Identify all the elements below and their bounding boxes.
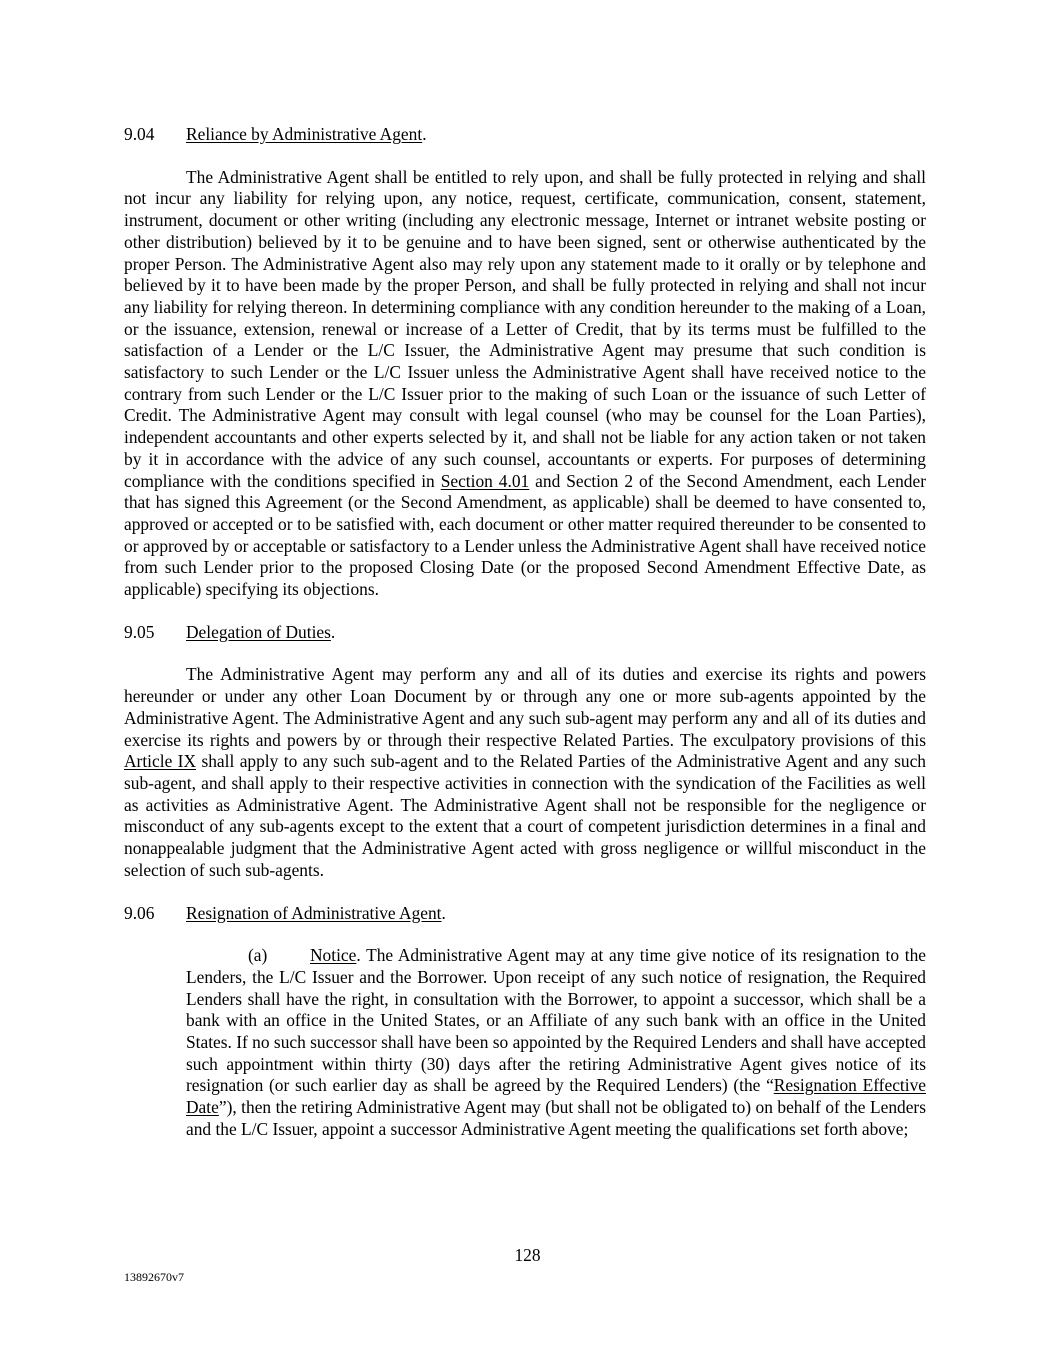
- section-paragraph-9-05: The Administrative Agent may perform any and all of its duties and exercise its rights and powers hereunder or under any other Loan Document by or through any one or more sub-agents appointed by the Administrative Agent. The Administrative Agent and any such sub-agent may perform any and all of its duties and exercise its rights and powers by or through their respective Related Parties. The exculpatory provisions of this Article IX shall apply to any such sub-agent and to the Related Parties of the Administrative Agent and any such sub-agent, and shall apply to their respective activities in connection with the syndication of the Facilities as well as activities as Administrative Agent. The Administrative Agent shall not be responsible for the negligence or misconduct of any sub-agents except to the extent that a court of competent jurisdiction determines in a final and nonappealable judgment that the Administrative Agent acted with gross negligence or willful misconduct in the selection of such sub-agents.: [124, 664, 926, 880]
- section-title: Reliance by Administrative Agent: [186, 124, 423, 144]
- page-number: 128: [514, 1245, 541, 1265]
- section-heading-9-04: 9.04 Reliance by Administrative Agent.: [124, 124, 427, 144]
- section-paragraph-9-04: The Administrative Agent shall be entitled to rely upon, and shall be fully protected in relying and shall not incur any liability for relying upon, any notice, request, certificate, communication, consent, statement, instrument, document or other writing (including any electronic message, Internet or intranet website posting or other distribution) believed by it to be genuine and to have been signed, sent or otherwise authenticated by the proper Person. The Administrative Agent also may rely upon any statement made to it orally or by telephone and believed by it to have been made by the proper Person, and shall be fully protected in relying and shall not incur any liability for relying thereon. In determining compliance with any condition hereunder to the making of a Loan, or the issuance, extension, renewal or increase of a Letter of Credit, that by its terms must be fulfilled to the satisfaction of a Lender or the L/C Issuer, the Administrative Agent may presume that such condition is satisfactory to such Lender or the L/C Issuer unless the Administrative Agent shall have received notice to the contrary from such Lender or the L/C Issuer prior to the making of such Loan or the issuance of such Letter of Credit. The Administrative Agent may consult with legal counsel (who may be counsel for the Loan Parties), independent accountants and other experts selected by it, and shall not be liable for any action taken or not taken by it in accordance with the advice of any such counsel, accountants or experts. For purposes of determining compliance with the conditions specified in Section 4.01 and Section 2 of the Second Amendment, each Lender that has signed this Agreement (or the Second Amendment, as applicable) shall be deemed to have consented to, approved or accepted or to be satisfied with, each document or other matter required thereunder to be consented to or approved by or acceptable or satisfactory to a Lender unless the Administrative Agent shall have received notice from such Lender prior to the proposed Closing Date (or the proposed Second Amendment Effective Date, as applicable) specifying its objections.: [124, 166, 926, 600]
- section-title: Delegation of Duties: [186, 621, 331, 642]
- section-number: 9.04: [124, 124, 155, 144]
- section-heading-9-06: 9.06 Resignation of Administrative Agent.: [124, 902, 446, 923]
- section-number: 9.06: [124, 902, 155, 923]
- subparagraph-9-06-a: (a) Notice. The Administrative Agent may at any time give notice of its resignation to the Lenders, the L/C Issuer and the Borrower. Upon receipt of any such notice of resignation, the Required Lenders shall have the right, in consultation with the Borrower, to appoint a successor, which shall be a bank with an office in the United States, or an Affiliate of any such bank with an office in the United States. If no such successor shall have been so appointed by the Required Lenders and shall have accepted such appointment within thirty (30) days after the retiring Administrative Agent gives notice of its resignation (or such earlier day as shall be agreed by the Required Lenders) (the “Resignation Effective Date”), then the retiring Administrative Agent may (but shall not be obligated to) on behalf of the Lenders and the L/C Issuer, appoint a successor Administrative Agent meeting the qualifications set forth above;: [186, 945, 926, 1139]
- cross-reference-link: Article IX: [124, 751, 197, 772]
- cross-reference-link: Section 4.01: [440, 470, 530, 491]
- page-body: [124, 124, 926, 1141]
- section-heading-9-05: 9.05 Delegation of Duties.: [124, 621, 336, 642]
- section-number: 9.05: [124, 621, 155, 642]
- subparagraph-label: (a): [248, 945, 268, 966]
- section-title: Resignation of Administrative Agent: [186, 902, 442, 923]
- defined-term: Resignation Effective Date: [186, 1075, 926, 1118]
- subparagraph-heading: Notice: [310, 945, 357, 966]
- document-id: 13892670v7: [124, 1270, 184, 1284]
